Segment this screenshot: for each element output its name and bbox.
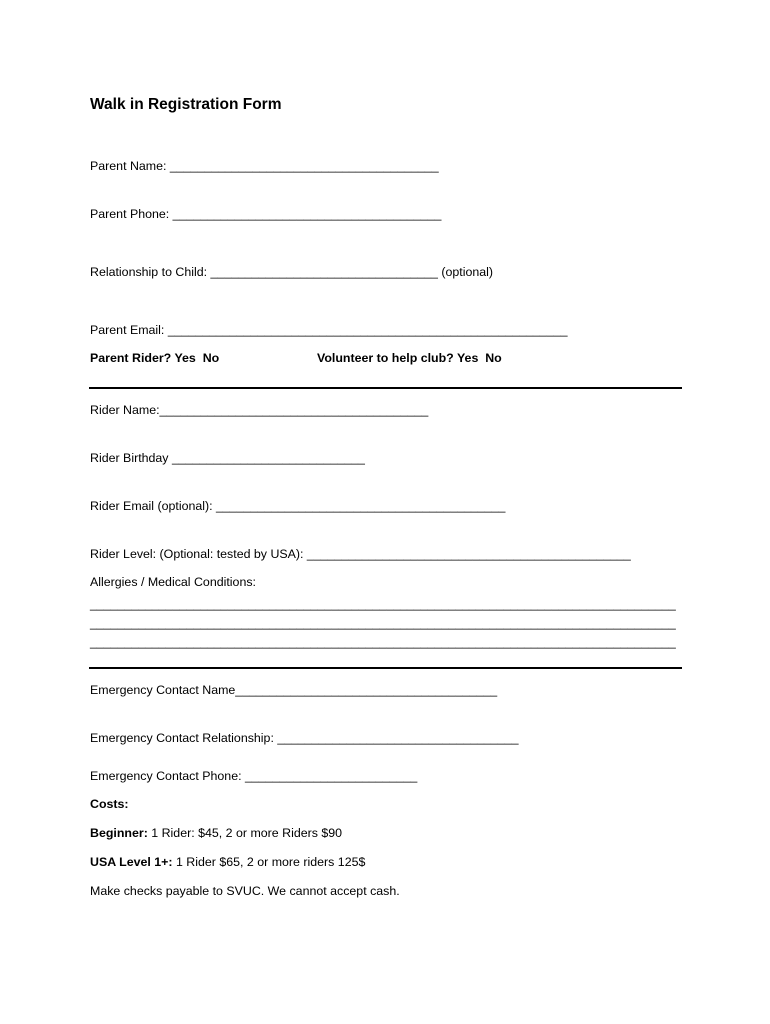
- parent-phone-field[interactable]: Parent Phone: _______________________________________: [90, 207, 442, 221]
- allergies-line-2[interactable]: _____________________________________________________________________________________: [90, 616, 676, 630]
- emergency-contact-name-field[interactable]: Emergency Contact Name______________________________________: [90, 683, 498, 697]
- parent-email-field[interactable]: Parent Email: __________________________________________________________: [90, 323, 568, 337]
- beginner-cost-label: Beginner:: [90, 826, 148, 840]
- beginner-cost-text: 1 Rider: $45, 2 or more Riders $90: [147, 826, 343, 840]
- allergies-label: Allergies / Medical Conditions:: [90, 575, 256, 589]
- emergency-contact-phone-field[interactable]: Emergency Contact Phone: _________________________: [90, 769, 418, 783]
- form-title: Walk in Registration Form: [90, 96, 282, 113]
- volunteer-question[interactable]: Volunteer to help club? Yes No: [317, 351, 502, 365]
- emergency-contact-relationship-field[interactable]: Emergency Contact Relationship: ___________________________________: [90, 731, 519, 745]
- section-divider-rider: [89, 667, 682, 669]
- payment-note: Make checks payable to SVUC. We cannot accept cash.: [90, 884, 400, 898]
- allergies-line-1[interactable]: _____________________________________________________________________________________: [90, 597, 676, 611]
- parent-rider-question[interactable]: Parent Rider? Yes No: [90, 351, 220, 365]
- usa-level-cost-line: [90, 854, 365, 870]
- section-divider-parent: [89, 387, 682, 389]
- usa-level-cost-label: USA Level 1+:: [90, 855, 173, 869]
- rider-birthday-field[interactable]: Rider Birthday ____________________________: [90, 451, 365, 465]
- relationship-to-child-field[interactable]: Relationship to Child: _________________________________ (optional): [90, 265, 494, 279]
- beginner-cost-line: [90, 825, 342, 841]
- parent-name-field[interactable]: Parent Name: _______________________________________: [90, 159, 439, 173]
- rider-name-field[interactable]: Rider Name:_______________________________________: [90, 403, 429, 417]
- usa-level-cost-text: 1 Rider $65, 2 or more riders 125$: [172, 855, 366, 869]
- costs-heading: Costs:: [90, 797, 129, 811]
- rider-level-field[interactable]: Rider Level: (Optional: tested by USA): _______________________________________________: [90, 547, 631, 561]
- allergies-line-3[interactable]: _____________________________________________________________________________________: [90, 635, 676, 649]
- rider-email-field[interactable]: Rider Email (optional): __________________________________________: [90, 499, 506, 513]
